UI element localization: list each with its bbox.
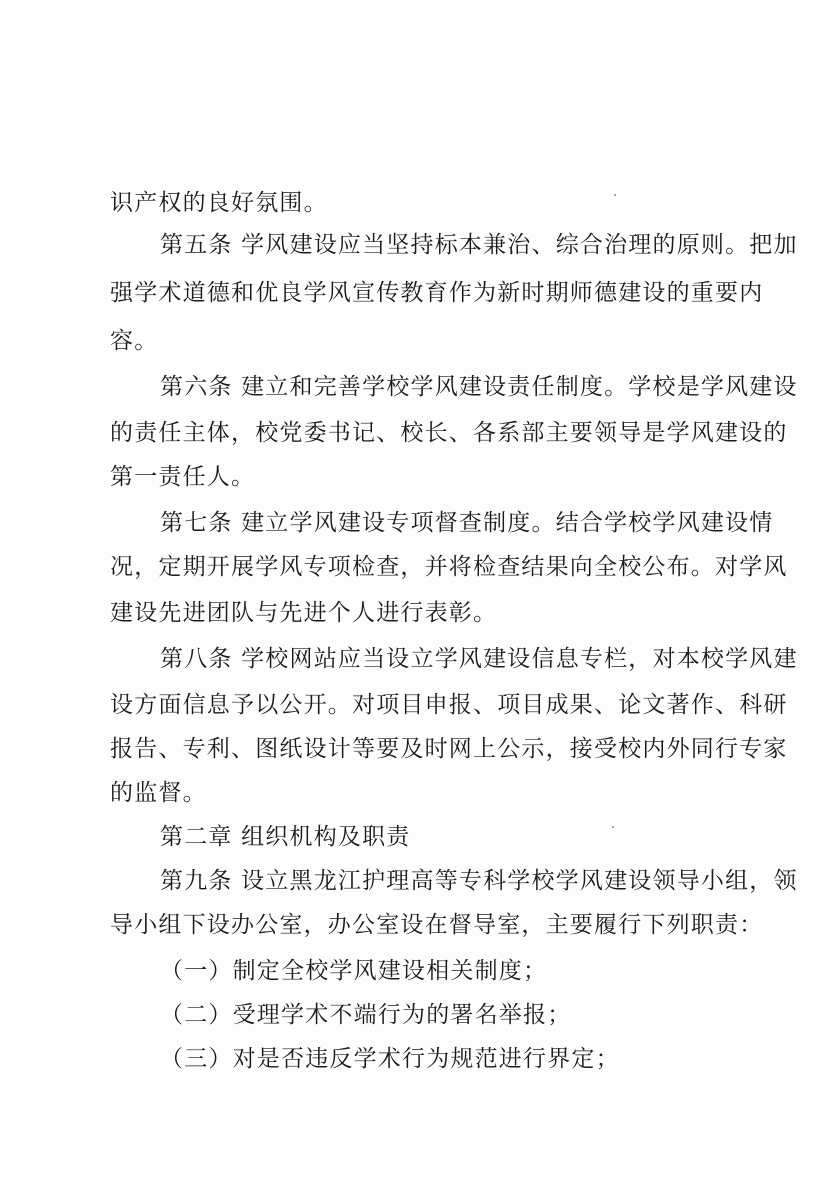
text-line: 的监督。	[110, 780, 207, 806]
article-8-heading-line: 第八条 学校网站应当设立学风建设信息专栏，对本校学风建	[160, 646, 798, 672]
text-line: 识产权的良好氛围。	[110, 190, 328, 216]
scan-speck	[612, 826, 614, 828]
text-line: 况，定期开展学风专项检查，并将检查结果向全校公布。对学风	[110, 554, 788, 580]
text-line: 导小组下设办公室，办公室设在督导室，主要履行下列职责：	[110, 912, 764, 938]
text-line: 第一责任人。	[110, 464, 256, 490]
text-line: 设方面信息予以公开。对项目申报、项目成果、论文著作、科研	[110, 692, 788, 718]
list-item: （一）制定全校学风建设相关制度；	[160, 958, 548, 984]
text-line: 的责任主体，校党委书记、校长、各系部主要领导是学风建设的	[110, 420, 788, 446]
text-line: 强学术道德和优良学风宣传教育作为新时期师德建设的重要内	[110, 280, 764, 306]
text-line: 容。	[110, 328, 159, 354]
article-9-heading-line: 第九条 设立黑龙江护理高等专科学校学风建设领导小组，领	[160, 868, 798, 894]
scan-speck	[614, 194, 616, 196]
text-line: 建设先进团队与先进个人进行表彰。	[110, 600, 498, 626]
chapter-2-heading: 第二章 组织机构及职责	[160, 824, 411, 850]
list-item: （二）受理学术不端行为的署名举报；	[160, 1002, 572, 1028]
text-line: 报告、专利、图纸设计等要及时网上公示，接受校内外同行专家	[110, 736, 788, 762]
article-7-heading-line: 第七条 建立学风建设专项督查制度。结合学校学风建设情	[160, 510, 774, 536]
article-5-heading-line: 第五条 学风建设应当坚持标本兼治、综合治理的原则。把加	[160, 232, 798, 258]
article-6-heading-line: 第六条 建立和完善学校学风建设责任制度。学校是学风建设	[160, 374, 798, 400]
list-item: （三）对是否违反学术行为规范进行界定；	[160, 1046, 620, 1072]
